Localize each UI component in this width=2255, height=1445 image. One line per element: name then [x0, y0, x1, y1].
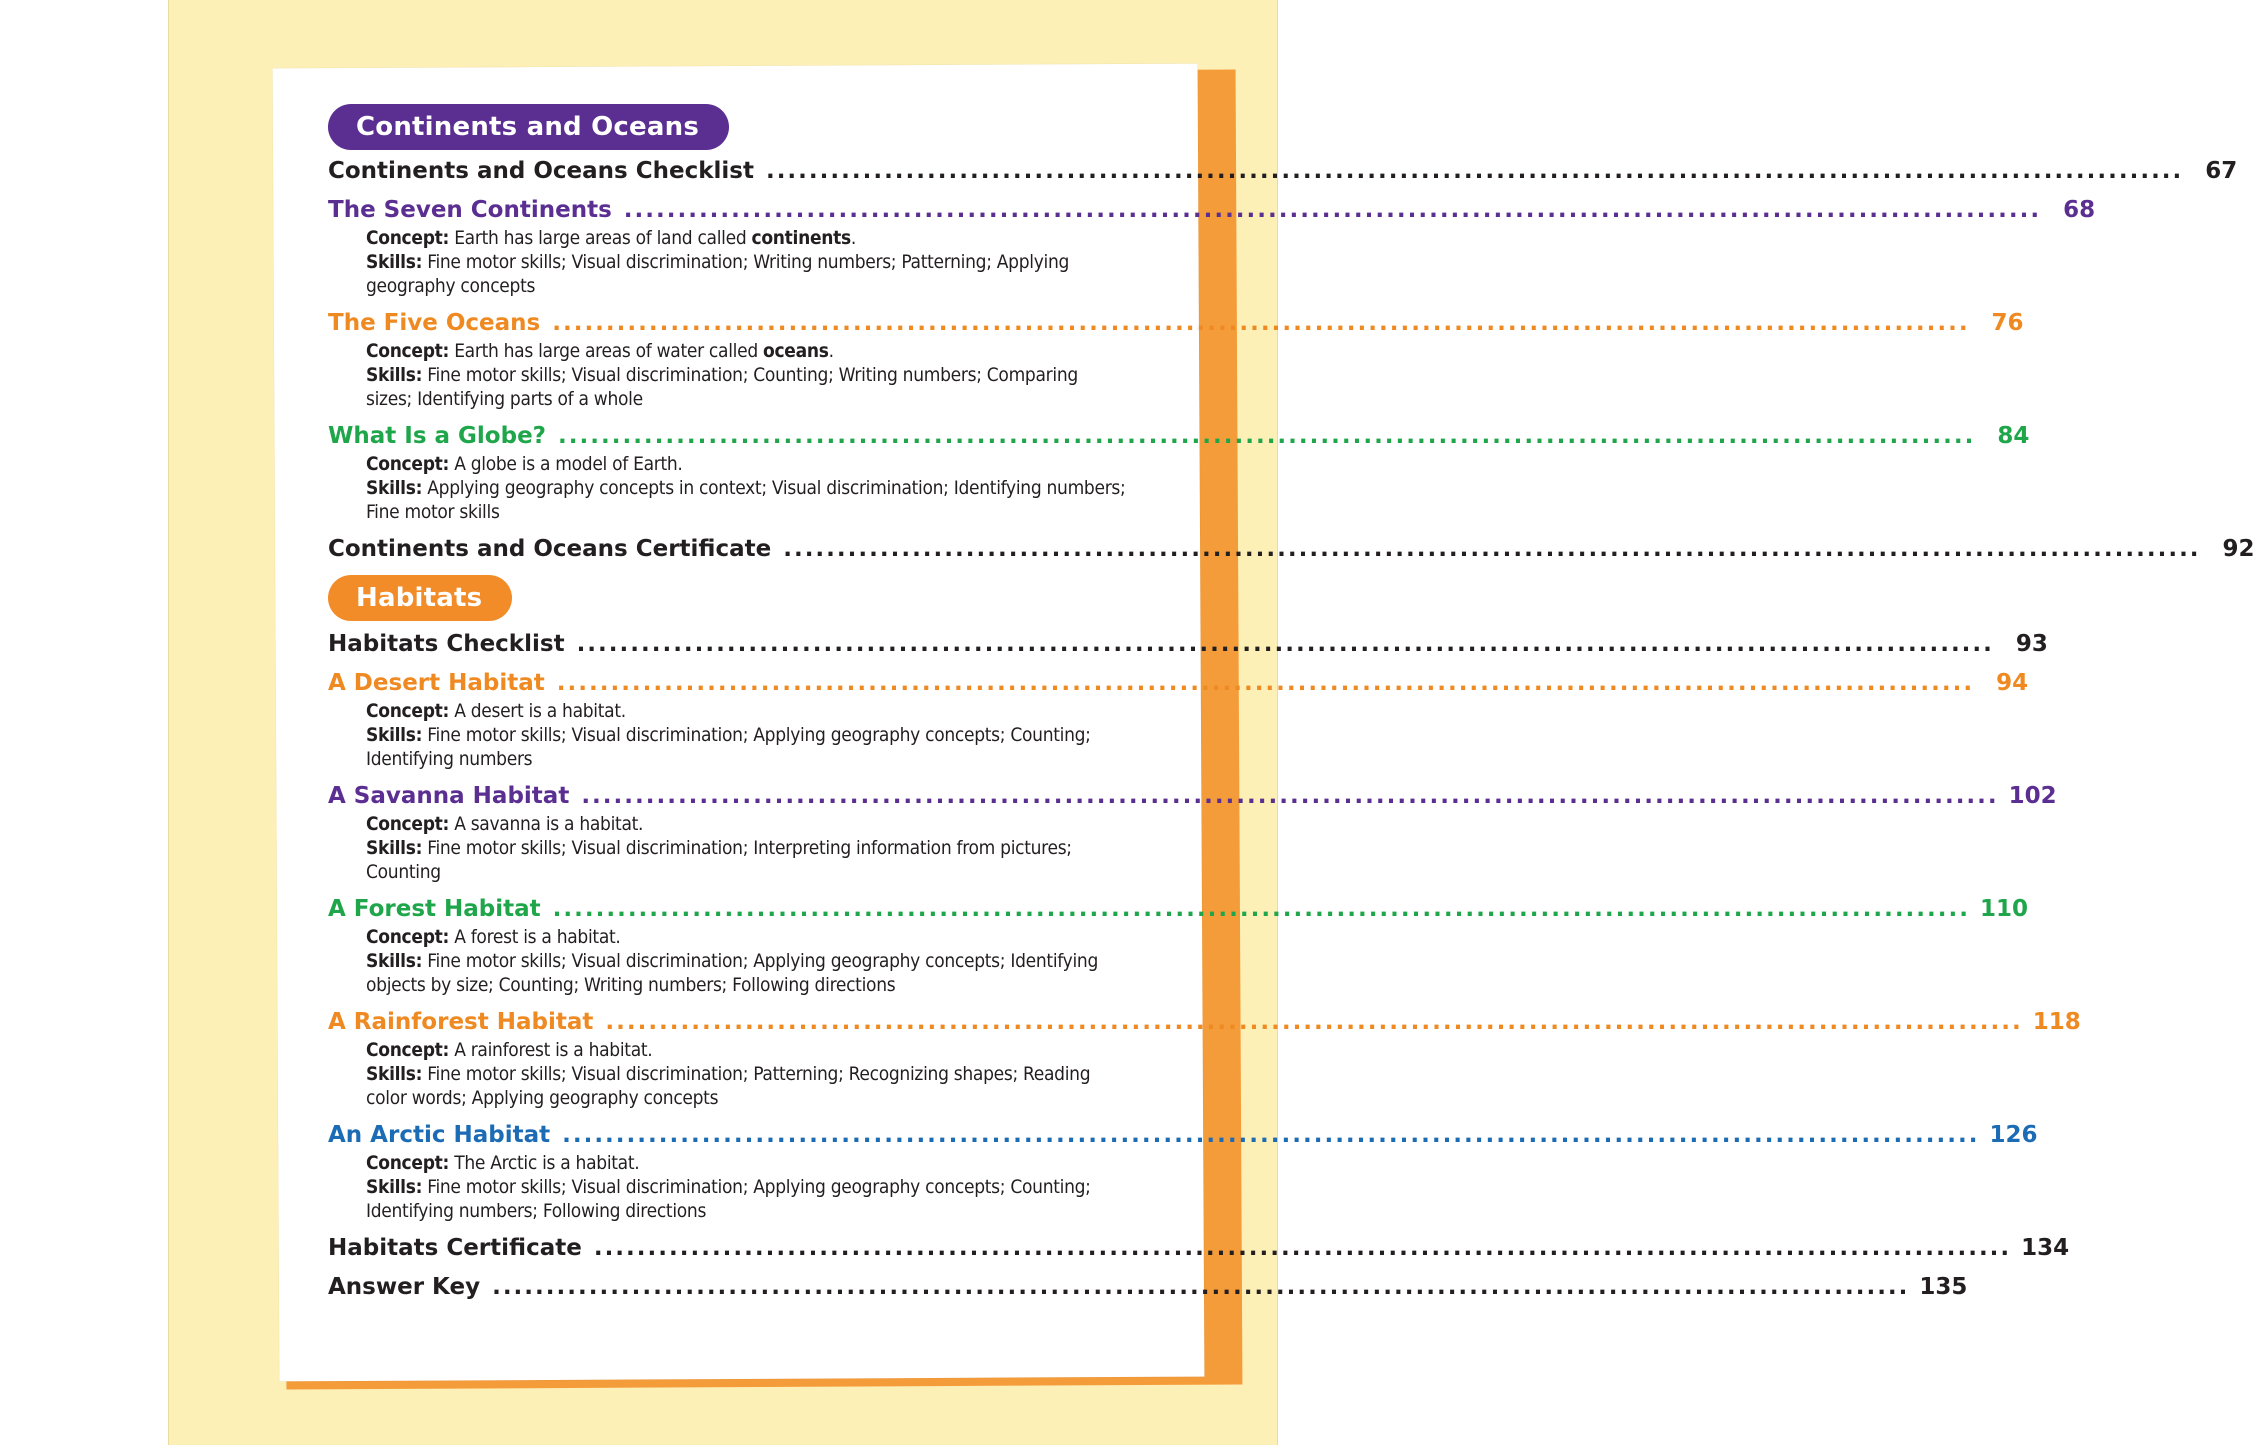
- skills-text: Fine motor skills; Visual discrimination; Applying geography concepts; Counting; Identifying numbers: [366, 724, 1091, 770]
- toc-entry-page: 67: [2205, 158, 2238, 184]
- leader-dots: ....................................................................................................................................: [576, 631, 1994, 657]
- toc-entry-title: Answer Key: [328, 1274, 481, 1300]
- concept-label: Concept:: [366, 1152, 450, 1174]
- concept-text: A forest is a habitat.: [454, 926, 621, 948]
- toc-entry-title: An Arctic Habitat: [328, 1122, 551, 1148]
- toc-entry[interactable]: [328, 195, 2096, 226]
- skills-text: Fine motor skills; Visual discrimination; Counting; Writing numbers; Comparing sizes; Identifying parts of a whole: [366, 364, 1078, 410]
- leader-dots: ....................................................................................................................................: [783, 536, 2201, 562]
- toc-entry-title: The Five Oceans: [328, 310, 541, 336]
- toc-entry-page: 135: [1919, 1274, 1968, 1300]
- toc-entry-description: [366, 925, 1126, 997]
- toc-entry-page: 94: [1996, 670, 2029, 696]
- concept-punct: .: [850, 227, 857, 249]
- skills-text: Applying geography concepts in context; Visual discrimination; Identifying numbers; Fine motor skills: [366, 477, 1126, 523]
- toc-entry-title: Habitats Certificate: [328, 1235, 582, 1261]
- skills-label: Skills:: [366, 837, 423, 859]
- leader-dots: ....................................................................................................................................: [552, 896, 1970, 922]
- skills-label: Skills:: [366, 950, 423, 972]
- toc-entry-page: 102: [2008, 783, 2057, 809]
- leader-dots: ....................................................................................................................................: [552, 310, 1970, 336]
- toc-entry-title: Continents and Oceans Checklist: [328, 158, 754, 184]
- toc-entry[interactable]: [328, 1272, 1968, 1303]
- leader-dots: ....................................................................................................................................: [492, 1274, 1910, 1300]
- leader-dots: ....................................................................................................................................: [556, 670, 1975, 696]
- toc-entry-title: Continents and Oceans Certificate: [328, 536, 772, 562]
- toc-entry-description: [366, 1151, 1126, 1223]
- toc-entry-page: 76: [1991, 310, 2024, 336]
- toc-entry-description: [366, 226, 1126, 298]
- concept-punct: .: [828, 340, 834, 362]
- skills-text: Fine motor skills; Visual discrimination; Writing numbers; Patterning; Applying geography concepts: [366, 251, 1070, 297]
- concept-label: Concept:: [366, 700, 450, 722]
- skills-label: Skills:: [366, 251, 423, 273]
- toc-entry-description: [366, 452, 1126, 524]
- toc-entry[interactable]: [328, 308, 2024, 339]
- concept-text: The Arctic is a habitat.: [454, 1152, 640, 1174]
- toc-entry[interactable]: [328, 629, 2048, 660]
- toc-entry-page: 134: [2021, 1235, 2070, 1261]
- toc-entry[interactable]: [328, 1233, 2070, 1264]
- toc-entry-page: 93: [2015, 631, 2048, 657]
- concept-keyword: oceans: [763, 340, 829, 362]
- skills-label: Skills:: [366, 724, 423, 746]
- toc-entry[interactable]: [328, 534, 2255, 565]
- toc-entry-page: 118: [2032, 1009, 2081, 1035]
- toc-entry-page: 84: [1997, 423, 2030, 449]
- concept-text: Earth has large areas of land called: [454, 227, 752, 249]
- toc-entry[interactable]: [328, 156, 2238, 187]
- leader-dots: ....................................................................................................................................: [562, 1122, 1980, 1148]
- toc-entry[interactable]: [328, 1120, 2038, 1151]
- concept-text: A globe is a model of Earth.: [454, 453, 683, 475]
- toc-entry-title: The Seven Continents: [328, 197, 612, 223]
- toc-entry-description: [366, 699, 1126, 771]
- skills-text: Fine motor skills; Visual discrimination; Patterning; Recognizing shapes; Reading color words; Applying geography concepts: [366, 1063, 1091, 1109]
- section-heading: Habitats: [328, 575, 512, 621]
- leader-dots: ....................................................................................................................................: [558, 423, 1976, 449]
- toc-entry[interactable]: [328, 421, 2030, 452]
- concept-text: A savanna is a habitat.: [454, 813, 644, 835]
- section-continents-oceans: [328, 104, 2255, 565]
- concept-label: Concept:: [366, 926, 450, 948]
- skills-label: Skills:: [366, 1176, 423, 1198]
- concept-label: Concept:: [366, 340, 450, 362]
- skills-label: Skills:: [366, 1063, 423, 1085]
- toc-entry-title: A Rainforest Habitat: [328, 1009, 594, 1035]
- leader-dots: ....................................................................................................................................: [605, 1009, 2023, 1035]
- toc-entry-page: 126: [1989, 1122, 2038, 1148]
- table-of-contents: [328, 104, 2255, 1303]
- concept-keyword: continents: [751, 227, 851, 249]
- toc-entry[interactable]: [328, 668, 2029, 699]
- toc-entry[interactable]: [328, 1007, 2081, 1038]
- toc-entry-title: A Forest Habitat: [328, 896, 541, 922]
- toc-entry-title: A Desert Habitat: [328, 670, 545, 696]
- leader-dots: ....................................................................................................................................: [623, 197, 2042, 223]
- toc-entry-title: A Savanna Habitat: [328, 783, 570, 809]
- skills-text: Fine motor skills; Visual discrimination; Interpreting information from pictures; Counting: [366, 837, 1072, 883]
- concept-text: Earth has large areas of water called: [454, 340, 764, 362]
- toc-entry-description: [366, 1038, 1126, 1110]
- concept-label: Concept:: [366, 813, 450, 835]
- toc-entry-title: Habitats Checklist: [328, 631, 565, 657]
- skills-label: Skills:: [366, 364, 423, 386]
- toc-entry-page: 68: [2063, 197, 2096, 223]
- toc-entry-title: What Is a Globe?: [328, 423, 547, 449]
- skills-text: Fine motor skills; Visual discrimination; Applying geography concepts; Counting; Identifying numbers; Following directions: [366, 1176, 1091, 1222]
- toc-entry[interactable]: [328, 894, 2028, 925]
- concept-label: Concept:: [366, 227, 450, 249]
- toc-entry[interactable]: [328, 781, 2057, 812]
- leader-dots: ....................................................................................................................................: [581, 783, 1999, 809]
- toc-entry-page: 110: [1979, 896, 2028, 922]
- skills-text: Fine motor skills; Visual discrimination; Applying geography concepts; Identifying objects by size; Counting; Writing numbers; Following directions: [366, 950, 1099, 996]
- toc-entry-description: [366, 339, 1126, 411]
- concept-text: A rainforest is a habitat.: [454, 1039, 653, 1061]
- concept-label: Concept:: [366, 1039, 450, 1061]
- toc-entry-description: [366, 812, 1126, 884]
- skills-label: Skills:: [366, 477, 423, 499]
- toc-entry-page: 92: [2222, 536, 2255, 562]
- section-heading: Continents and Oceans: [328, 104, 729, 150]
- concept-label: Concept:: [366, 453, 450, 475]
- leader-dots: ....................................................................................................................................: [593, 1235, 2012, 1261]
- section-habitats: [328, 575, 2081, 1303]
- leader-dots: ....................................................................................................................................: [765, 158, 2184, 184]
- concept-text: A desert is a habitat.: [454, 700, 626, 722]
